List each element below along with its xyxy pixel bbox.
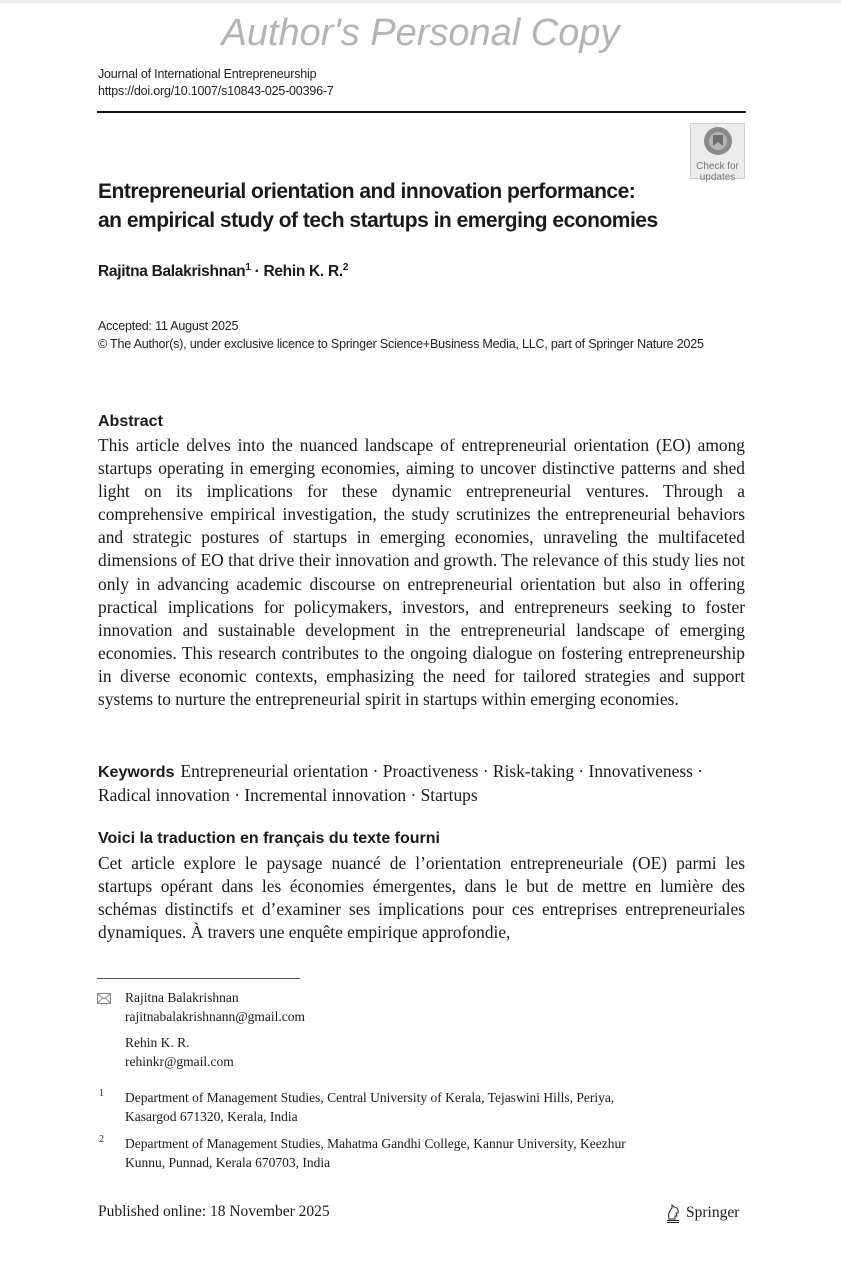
springer-logo [664,1203,739,1223]
check-updates-icon [703,126,733,156]
affiliation-1 [125,1089,614,1126]
publisher-name: Springer [686,1204,740,1221]
header-rule [97,111,746,113]
corr-email[interactable]: rajitnabalakrishnann@gmail.com [125,1008,306,1024]
envelope-icon [97,993,111,1004]
affiliation-number: 2 [99,1134,104,1145]
author-list [98,262,348,281]
author-name[interactable]: Rehin K. R. [263,263,343,281]
corr-name: Rehin K. R. [125,1035,190,1050]
affiliation-line: Department of Management Studies, Mahatma Gandhi College, Kannur University, Keezhur [125,1136,626,1151]
springer-horse-icon [664,1203,682,1223]
check-for-label: Check for [696,161,739,172]
affiliation-ref[interactable]: 2 [342,262,349,273]
journal-header [98,66,334,100]
footnote-rule [97,978,300,979]
article-meta [98,318,738,353]
keywords-block [98,760,745,807]
updates-label: updates [699,172,736,183]
affiliation-line: Kasargod 671320, Kerala, India [125,1108,298,1124]
affiliation-number: 1 [99,1088,104,1099]
copyright-notice: © The Author(s), under exclusive licence to Springer Science+Business Media, LLC, part of Springer Nature 2025 [98,336,704,351]
top-edge [0,0,841,3]
abstract-text: This article delves into the nuanced landscape of entrepreneurial orientation (EO) among startups operating in emerging economies, aiming to uncover distinctive patterns and shed light on its implications for these dynamic entrepreneurial ventures. Through a comprehensive empirical investigation, the study scrutinizes the entrepreneurial behaviors and strategic postures of startups in emerging economies, unraveling the multifaceted dimensions of EO that drive their innovation and growth. The relevance of this study lies not only in advancing academic discourse on entrepreneurial orientation but also in offering practical implications for policymakers, investors, and entrepreneurs seeking to foster innovation and sustainable development in the entrepreneurial landscape of emerging economies. This research contributes to the ongoing dialogue on fostering entrepreneurship in diverse economic contexts, emphasizing the need for tailored strategies and support systems to nurture the entrepreneurial spirit in startups within emerging economies. [98,435,745,710]
correspondence-author-2 [125,1034,234,1071]
watermark: Author's Personal Copy [221,12,620,54]
journal-name: Journal of International Entrepreneurship [98,67,317,81]
keywords-heading: Keywords [98,764,175,781]
affiliation-2 [125,1135,626,1172]
correspondence-author-1 [125,989,305,1026]
check-for-updates-badge[interactable] [690,123,745,183]
author-name[interactable]: Rajitna Balakrishnan [98,263,246,281]
affiliation-ref[interactable]: 1 [245,262,251,273]
title-line-1: Entrepreneurial orientation and innovation performance: [98,180,636,203]
article-title [98,177,718,235]
french-translation-text: Cet article explore le paysage nuancé de l’orientation entrepreneuriale (OE) parmi les startups opérant dans les économies émergentes, dans le but de mettre en lumière des schémas distinctifs et d’examiner ses implications pour ces entreprises entrepreneuriales dynamiques. À travers une enquête empirique approfondie, [98,853,745,943]
abstract-heading: Abstract [98,413,163,430]
doi-link[interactable]: https://doi.org/10.1007/s10843-025-00396-7 [98,84,334,98]
accepted-date: Accepted: 11 August 2025 [98,319,239,333]
keywords-text: Entrepreneurial orientation · Proactiveness · Risk-taking · Innovativeness · Radical innovation · Incremental innovation · Startups [98,761,703,806]
corr-email[interactable]: rehinkr@gmail.com [125,1053,234,1069]
corr-name: Rajitna Balakrishnan [125,990,239,1005]
title-line-2: an empirical study of tech startups in emerging economies [98,209,658,232]
french-translation-heading: Voici la traduction en français du texte fourni [98,830,440,847]
affiliation-line: Department of Management Studies, Central University of Kerala, Tejaswini Hills, Periya, [125,1090,615,1105]
affiliation-line: Kunnu, Punnad, Kerala 670703, India [125,1154,331,1170]
published-online-date: Published online: 18 November 2025 [98,1203,330,1220]
author-separator: · [250,263,264,281]
